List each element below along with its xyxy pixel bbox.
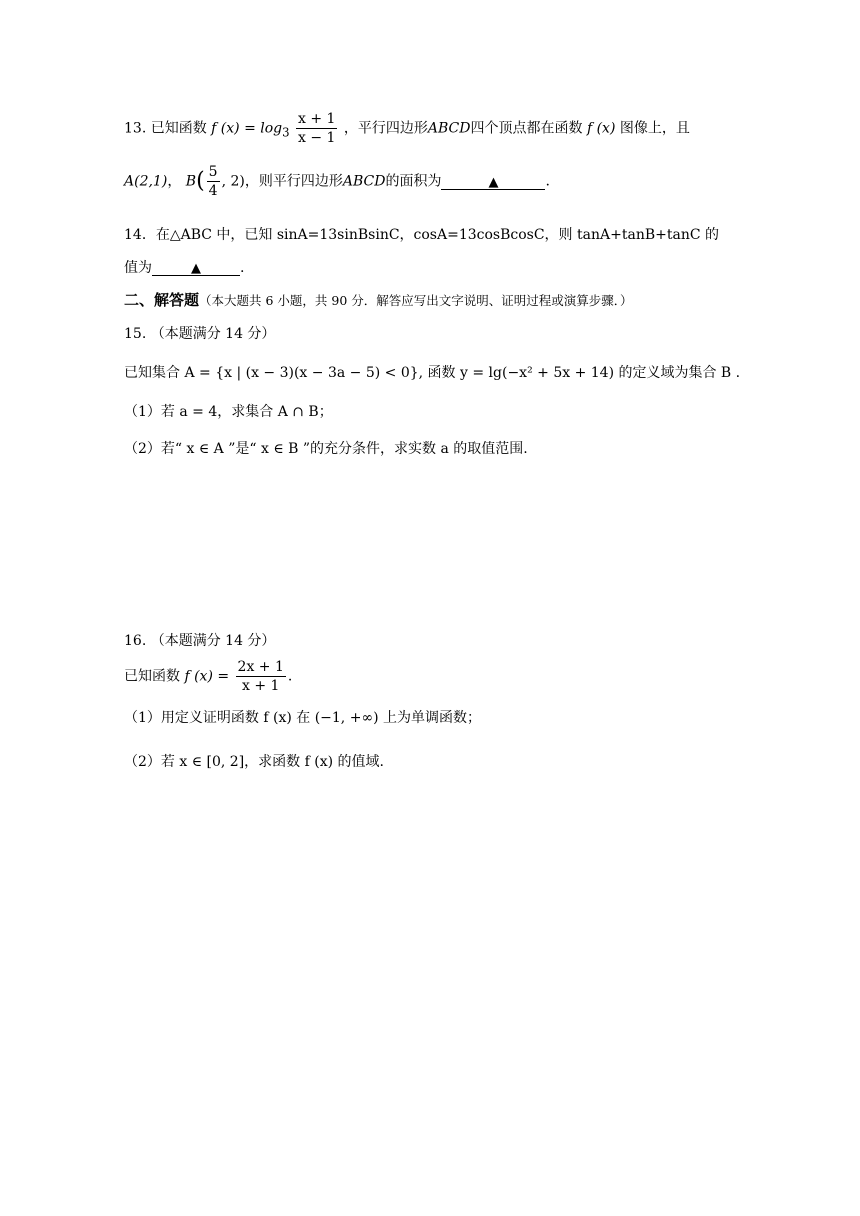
q13-answer-blank[interactable]	[441, 175, 545, 190]
q13-end: .	[545, 173, 550, 190]
q13-fraction	[296, 112, 337, 145]
q13-text4: 图像上，且	[619, 120, 690, 137]
q13-comma: ，	[167, 173, 182, 190]
q14-end: .	[240, 260, 245, 276]
q15-stem: 已知集合 A = {x | (x − 3)(x − 3a − 5) < 0}, 函数 y = lg(−x² + 5x + 14) 的定义域为集合 B .	[124, 365, 741, 381]
q14-answer-blank[interactable]	[152, 261, 240, 276]
q13-number: 13.	[124, 120, 147, 137]
q13-abcd: ABCD	[427, 120, 471, 137]
q15-part1: （1）若 a = 4，求集合 A ∩ B；	[124, 404, 333, 420]
q16-stem-end: .	[287, 668, 293, 685]
q15-part2: （2）若“ x ∈ A ”是“ x ∈ B ”的充分条件，求实数 a 的取值范围.	[124, 441, 528, 457]
q16-part1: （1）用定义证明函数 f (x) 在 (−1, +∞) 上为单调函数；	[124, 710, 482, 726]
q16-part2: （2）若 x ∈ [0, 2]，求函数 f (x) 的值域.	[124, 754, 384, 770]
q13-text6: 的面积为	[385, 173, 442, 190]
q13-point-a: A(2,1)	[124, 173, 168, 190]
q13-b-fraction	[207, 165, 220, 198]
q13-b-tail: , 2)	[221, 173, 245, 190]
q13-b-den: 4	[208, 183, 218, 199]
q16-stem	[124, 660, 292, 693]
q14-prefix: 值为	[124, 260, 152, 276]
q16-stem-prefix: 已知函数	[124, 668, 180, 685]
q13-paren: (	[196, 168, 205, 194]
q13-fx2: f (x)	[586, 120, 616, 137]
q13-abcd2: ABCD	[342, 173, 386, 190]
q13-fx: f (x) = log	[211, 120, 283, 137]
q16-frac-den: x + 1	[242, 678, 280, 694]
q16-fraction	[236, 660, 286, 693]
q13-line2	[124, 165, 550, 198]
q13-line1	[124, 112, 690, 145]
section2-heading	[124, 293, 633, 308]
q13-frac-num: x + 1	[298, 111, 336, 127]
q14-line1: 14．在△ABC 中，已知 sinA=13sinBsinC，cosA=13cosBcosC，则 tanA+tanB+tanC 的	[124, 227, 719, 243]
q14-line2	[124, 261, 244, 276]
q13-log-base: 3	[282, 125, 290, 140]
section2-note: （本大题共 6 小题，共 90 分．解答应写出文字说明、证明过程或演算步骤．）	[199, 293, 633, 308]
q16-fx: f (x) =	[184, 668, 230, 685]
q13-text: 已知函数	[150, 120, 207, 137]
section2-title: 二、解答题	[124, 291, 200, 309]
q13-text5: ，则平行四边形	[244, 173, 343, 190]
q13-frac-den: x − 1	[298, 130, 336, 146]
q13-text3: 四个顶点都在函数	[470, 120, 583, 137]
q13-text2: ，平行四边形	[343, 120, 428, 137]
q16-header: 16. （本题满分 14 分）	[124, 633, 276, 649]
q13-b-num: 5	[208, 164, 218, 180]
q15-header: 15. （本题满分 14 分）	[124, 326, 276, 342]
q14-answer-mark: ▲	[191, 261, 201, 276]
q13-point-b: B	[185, 173, 197, 190]
q16-frac-num: 2x + 1	[237, 659, 284, 675]
q13-answer-mark: ▲	[488, 174, 499, 190]
